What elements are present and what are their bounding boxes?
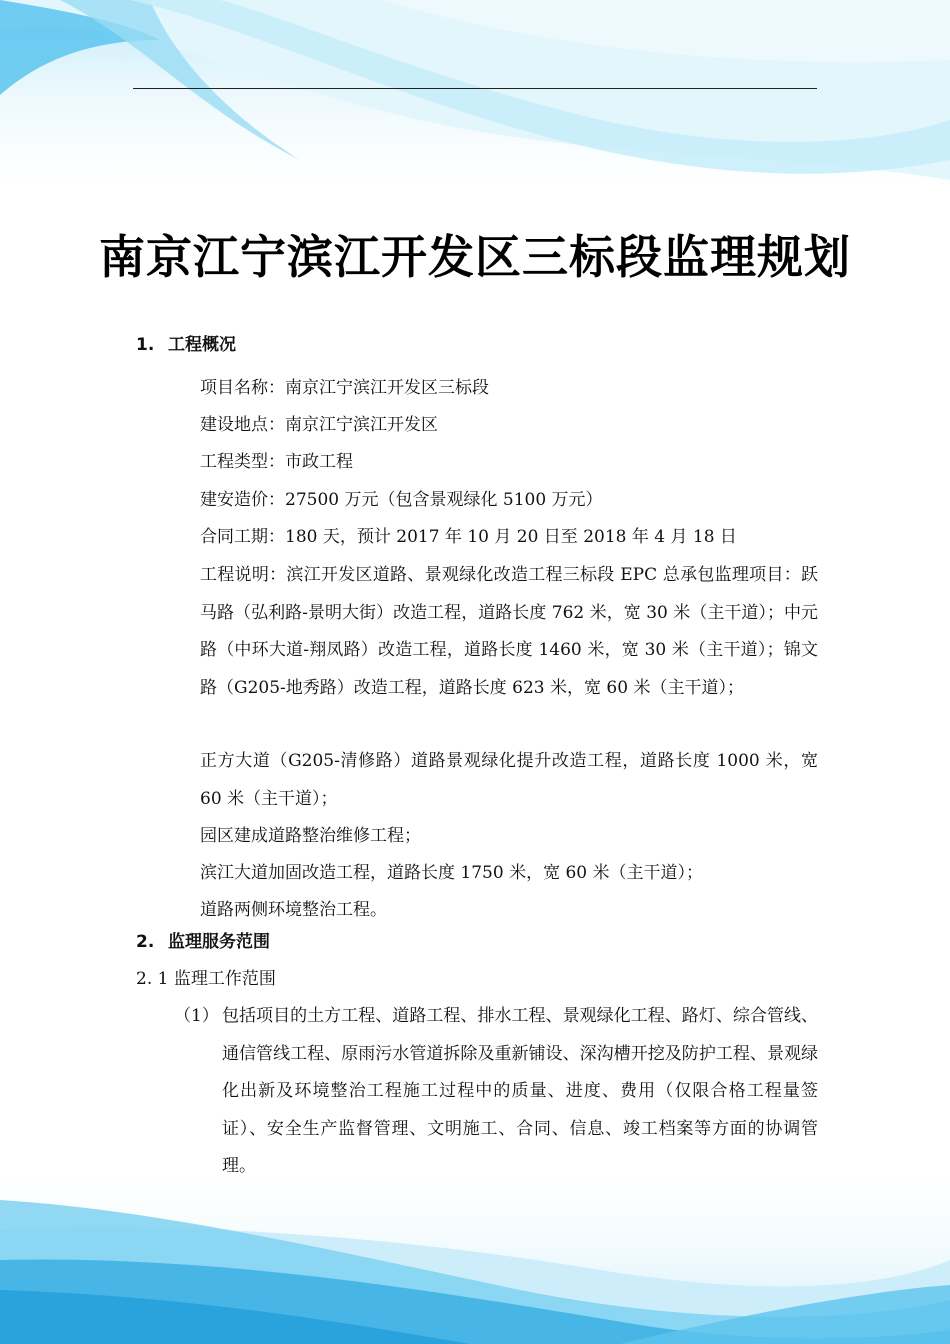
environment-line: 道路两侧环境整治工程。 [200,900,387,920]
description-paragraph: 工程说明：滨江开发区道路、景观绿化改造工程三标段 EPC 总承包监理项目：跃马路（弘利路-景明大街）改造工程，道路长度 762 米，宽 30 米（主干道）；中元路（中环大道-翔凤路）改造工程，道路长度 1460 米，宽 30 米（主干道）；锦文路（G205-地秀路）改造工程，道路长度 623 米，宽 60 米（主干道）； [200,565,818,698]
list-item-text: 包括项目的土方工程、道路工程、排水工程、景观绿化工程、路灯、综合管线、通信管线工程、原雨污水管道拆除及重新铺设、深沟槽开挖及防护工程、景观绿化出新及环境整治工程施工过程中的质量、进度、费用（仅限合格工程量签证）、安全生产监督管理、文明施工、合同、信息、竣工档案等方面的协调管理。 [222,1006,818,1176]
subsection-2-1-heading: 2. 1 监理工作范围 [136,969,276,989]
project-name-line: 项目名称：南京江宁滨江开发区三标段 [200,378,489,398]
project-type-line: 工程类型：市政工程 [200,452,353,472]
section-1-title: 工程概况 [168,335,236,355]
section-2-title: 监理服务范围 [168,932,270,952]
section-1-heading [136,333,236,357]
document-title: 南京江宁滨江开发区三标段监理规划 [99,230,851,284]
list-item-number: （1） [174,1006,219,1026]
header-rule [133,88,817,89]
zhengfang-avenue-paragraph: 正方大道（G205-清修路）道路景观绿化提升改造工程，道路长度 1000 米，宽 60 米（主干道）； [200,751,818,809]
section-2-number: 2. [136,932,155,952]
park-road-line: 园区建成道路整治维修工程； [200,826,421,846]
cost-line: 建安造价：27500 万元（包含景观绿化 5100 万元） [200,490,603,510]
section-1-number: 1. [136,335,155,355]
section-2-heading [136,930,270,954]
location-line: 建设地点：南京江宁滨江开发区 [200,415,438,435]
duration-line: 合同工期：180 天，预计 2017 年 10 月 20 日至 2018 年 4 月 18 日 [200,527,737,547]
binjiang-avenue-line: 滨江大道加固改造工程，道路长度 1750 米，宽 60 米（主干道）； [200,863,704,883]
